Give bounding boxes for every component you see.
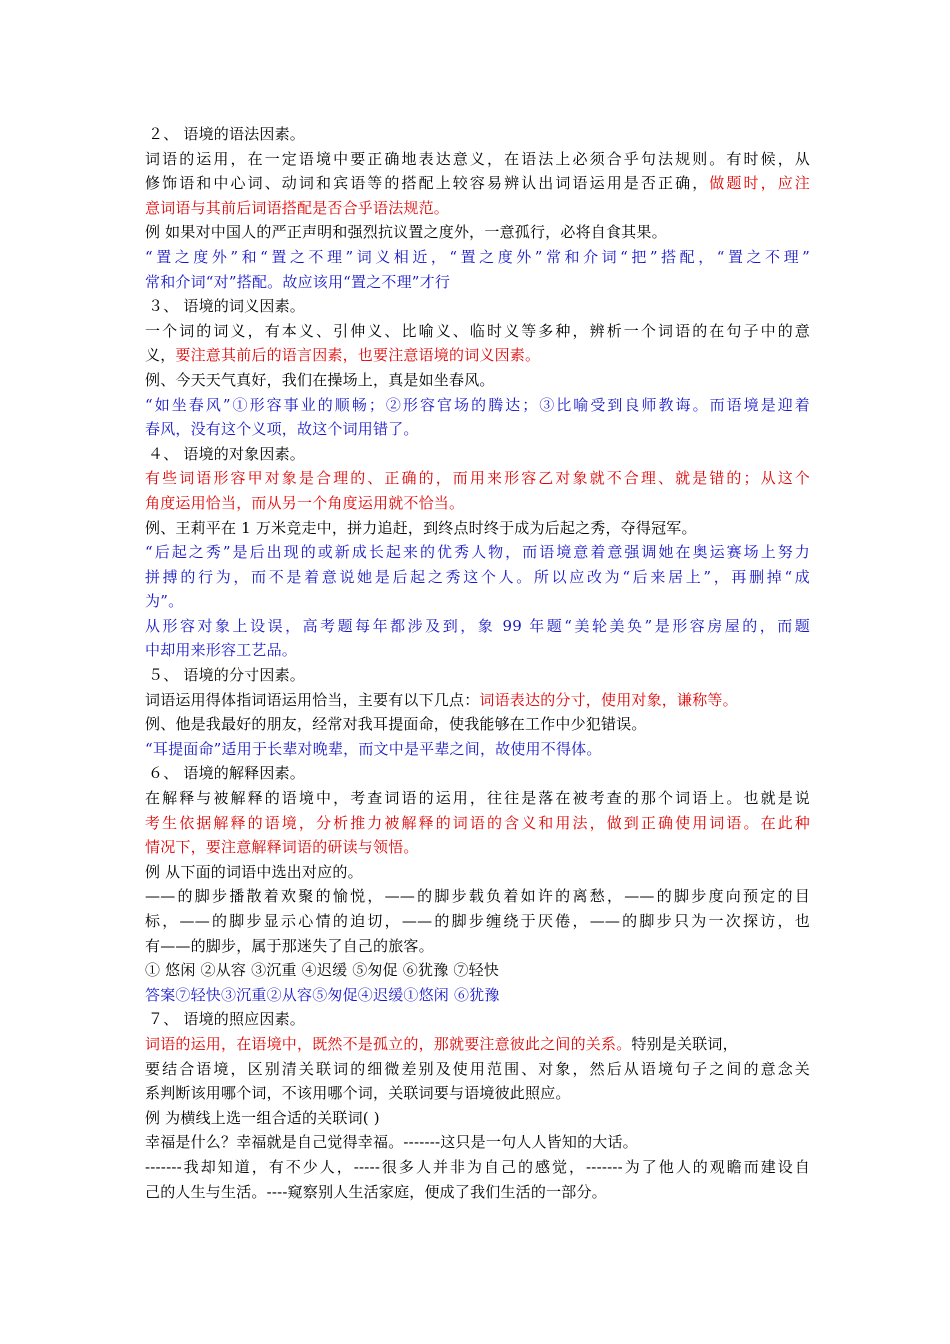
body-text: 在解释与被解释的语境中，考查词语的运用，往往是落在被考查的那个词语上。也就是说 (145, 789, 810, 808)
highlight-red-text: 考生依据解释的语境，分析推力被解释的词语的含义和用法，做到正确使用词语。在此种 (145, 813, 810, 832)
explanation-blue-text: 常和介词“对”搭配。故应该用“置之不理”才行 (145, 272, 451, 291)
section-heading: ７、 语境的照应因素。 (148, 1010, 305, 1029)
paragraph-line (145, 220, 810, 245)
section-heading: ５、 语境的分寸因素。 (148, 666, 305, 685)
explanation-blue-text: “如坐春风”①形容事业的顺畅；②形容官场的腾达；③比喻受到良师教诲。而语境是迎着 (145, 395, 810, 414)
paragraph-line (145, 1180, 810, 1205)
document-body (145, 122, 810, 1204)
body-text: 义， (145, 346, 176, 365)
body-text: 例 为横线上选一组合适的关联词( ) (145, 1108, 380, 1127)
body-text: 系判断该用哪个词，不该用哪个词，关联词要与语境彼此照应。 (145, 1084, 571, 1103)
paragraph-line (145, 688, 810, 713)
paragraph-line (145, 319, 810, 344)
paragraph-line (145, 1032, 810, 1057)
highlight-red-text: 有些词语形容甲对象是合理的、正确的，而用来形容乙对象就不合理、就是错的；从这个 (145, 469, 810, 488)
paragraph-line (145, 614, 810, 639)
body-text: 修饰语和中心词、动词和宾语等的搭配上较容易辨认出词语运用是否正确， (145, 174, 710, 193)
paragraph-line (145, 786, 810, 811)
body-text: 词语运用得体指词语运用恰当，主要有以下几点： (145, 690, 480, 709)
paragraph-line (145, 343, 810, 368)
highlight-red-text: 情况下，要注意解释词语的研读与领悟。 (145, 838, 419, 857)
explanation-blue-text: “耳提面命”适用于长辈对晚辈，而文中是平辈之间，故使用不得体。 (145, 739, 602, 758)
explanation-blue-text: “置之度外”和“置之不理”词义相近，“置之度外”常和介词“把”搭配，“置之不理” (145, 247, 810, 266)
paragraph-line (145, 860, 810, 885)
body-text: 词语的运用，在一定语境中要正确地表达意义，在语法上必须合乎句法规则。有时候，从 (145, 149, 810, 168)
paragraph-line (145, 1057, 810, 1082)
paragraph-line (145, 147, 810, 172)
body-text: 例 从下面的词语中选出对应的。 (145, 862, 363, 881)
paragraph-line (145, 638, 810, 663)
explanation-blue-text: 为”。 (145, 592, 184, 611)
body-text: ① 悠闲 ②从容 ③沉重 ④迟缓 ⑤匆促 ⑥犹豫 ⑦轻快 (145, 961, 499, 980)
paragraph-line (145, 934, 810, 959)
paragraph-line (145, 884, 810, 909)
paragraph-line (145, 540, 810, 565)
paragraph-line (145, 270, 810, 295)
highlight-red-text: 做题时，应注 (709, 174, 810, 193)
section-heading: ４、 语境的对象因素。 (148, 444, 305, 463)
paragraph-line (145, 958, 810, 983)
paragraph-line (145, 417, 810, 442)
body-text: 己的人生与生活。----窥察别人生活家庭，便成了我们生活的一部分。 (145, 1182, 607, 1201)
explanation-blue-text: 拼搏的行为，而不是着意说她是后起之秀这个人。所以应改为“后来居上”，再删掉“成 (145, 567, 810, 586)
body-text: 例 如果对中国人的严正声明和强烈抗议置之度外，一意孤行，必将自食其果。 (145, 223, 667, 242)
body-text: 特别是关联词， (631, 1034, 738, 1053)
paragraph-line (145, 835, 810, 860)
section-heading: ２、 语境的语法因素。 (148, 125, 305, 143)
paragraph-line (145, 565, 810, 590)
paragraph-line (145, 245, 810, 270)
paragraph-line (145, 1130, 810, 1155)
paragraph-line (145, 712, 810, 737)
body-text: 例、今天天气真好，我们在操场上，真是如坐春风。 (145, 370, 495, 389)
body-text: -------我却知道，有不少人，-----很多人并非为自己的感觉，-------为了他人的观瞻而建设自 (145, 1157, 810, 1176)
paragraph-line (145, 1155, 810, 1180)
body-text: 例、他是我最好的朋友，经常对我耳提面命，使我能够在工作中少犯错误。 (145, 715, 647, 734)
highlight-red-text: 角度运用恰当，而从另一个角度运用就不恰当。 (145, 493, 465, 512)
paragraph-line (145, 516, 810, 541)
explanation-blue-text: 春风，没有这个义项，故这个词用错了。 (145, 420, 419, 439)
paragraph-line (145, 171, 810, 196)
paragraph-line (145, 491, 810, 516)
paragraph-line (145, 983, 810, 1008)
section-heading: ６、 语境的解释因素。 (148, 764, 305, 783)
paragraph-line (145, 393, 810, 418)
body-text: ——的脚步播散着欢聚的愉悦，——的脚步载负着如许的离愁，——的脚步度向预定的目 (145, 887, 810, 906)
paragraph-line (145, 811, 810, 836)
body-text: 一个词的词义，有本义、引伸义、比喻义、临时义等多种，辨析一个词语的在句子中的意 (145, 321, 810, 340)
section-heading: ３、 语境的词义因素。 (148, 297, 305, 316)
body-text: 例、王莉平在 1 万米竞走中，拼力追赶，到终点时终于成为后起之秀，夺得冠军。 (145, 518, 697, 537)
highlight-red-text: 词语的运用，在语境中，既然不是孤立的，那就要注意彼此之间的关系。 (145, 1034, 632, 1053)
paragraph-line (145, 589, 810, 614)
paragraph-line (145, 1106, 810, 1131)
body-text: 标，——的脚步显示心情的迫切，——的脚步缠绕于厌倦，——的脚步只为一次探访，也 (145, 912, 810, 930)
paragraph-line (145, 196, 810, 221)
highlight-red-text: 要注意其前后的语言因素，也要注意语境的词义因素。 (175, 346, 541, 365)
body-text: 有——的脚步，属于那迷失了自己的旅客。 (145, 936, 434, 955)
explanation-blue-text: 中却用来形容工艺品。 (145, 641, 298, 660)
explanation-blue-text: 从形容对象上设误，高考题每年都涉及到，象 99 年题“美轮美奂”是形容房屋的，而题 (145, 616, 810, 635)
paragraph-line (145, 737, 810, 762)
explanation-blue-text: “后起之秀”是后出现的或新成长起来的优秀人物，而语境意着意强调她在奥运赛场上努力 (145, 543, 810, 562)
highlight-red-text: 词语表达的分寸，使用对象，谦称等。 (479, 690, 738, 709)
paragraph-line (145, 1081, 810, 1106)
paragraph-line (145, 466, 810, 491)
explanation-blue-text: 答案⑦轻快③沉重②从容⑤匆促④迟缓①悠闲 ⑥犹豫 (145, 985, 500, 1004)
body-text: 幸福是什么？幸福就是自己觉得幸福。-------这只是一句人人皆知的大话。 (145, 1133, 638, 1152)
paragraph-line (145, 368, 810, 393)
highlight-red-text: 意词语与其前后词语搭配是否合乎语法规范。 (145, 198, 450, 217)
paragraph-line (145, 909, 810, 934)
body-text: 要结合语境，区别清关联词的细微差别及使用范围、对象，然后从语境句子之间的意念关 (145, 1059, 810, 1078)
